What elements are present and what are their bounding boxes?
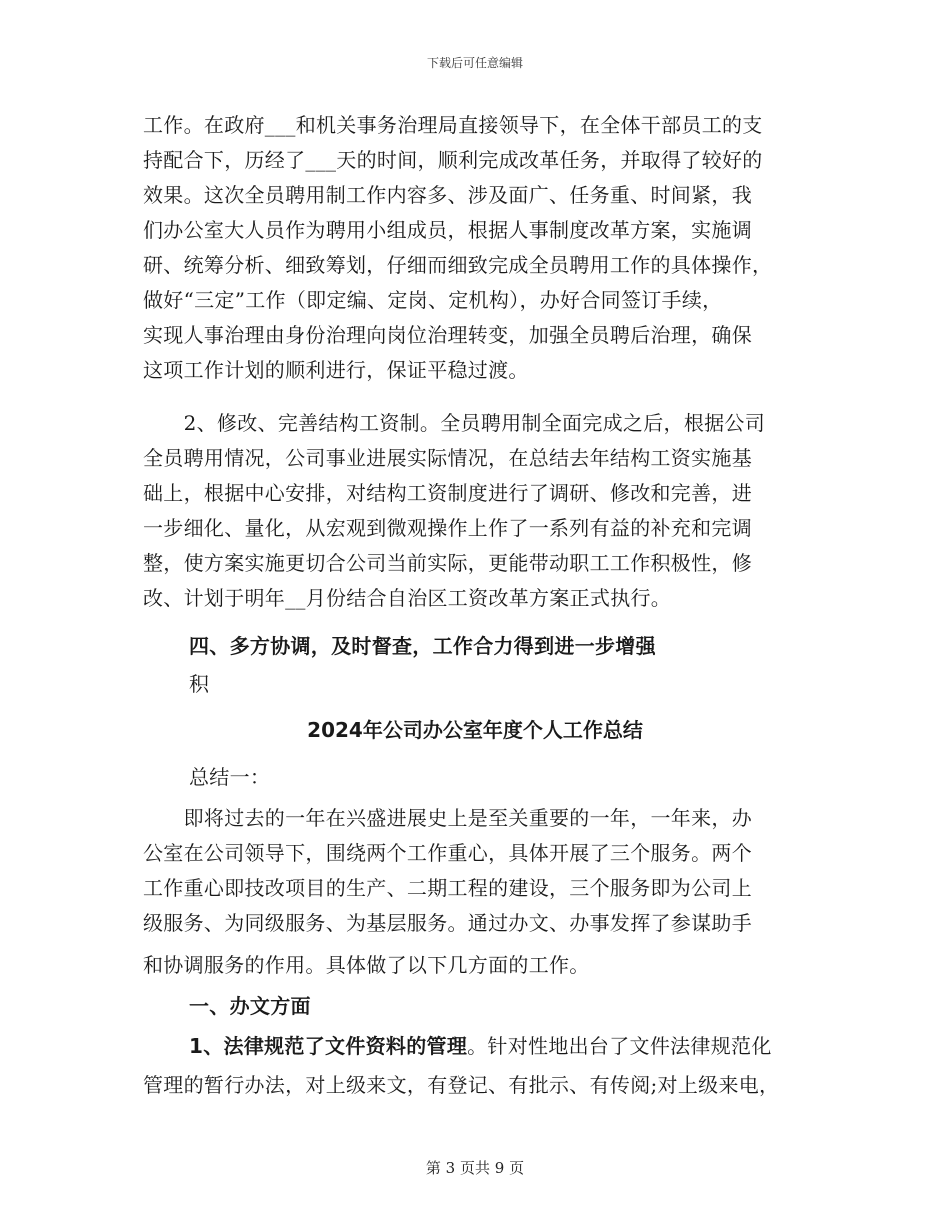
item-line [189, 1032, 889, 1060]
body-line: 工作重心即技改项目的生产、二期工程的建设，三个服务即为公司上 [143, 876, 752, 900]
body-line: 级服务、为同级服务、为基层服务。通过办文、办事发挥了参谋助手 [143, 911, 752, 935]
body-line: 全员聘用情况，公司事业进展实际情况，在总结去年结构工资实施基 [143, 446, 752, 470]
body-line: 即将过去的一年在兴盛进展史上是至关重要的一年，一年来，办 [143, 806, 752, 830]
body-line: 这项工作计划的顺利进行，保证平稳过渡。 [143, 358, 529, 382]
summary-label: 总结一： [189, 765, 271, 789]
body-line: 们办公室大人员作为聘用小组成员，根据人事制度改革方案，实施调 [143, 218, 752, 242]
document-title: 2024年公司办公室年度个人工作总结 [307, 718, 643, 742]
body-line: 实现人事治理由身份治理向岗位治理转变，加强全员聘后治理，确保 [143, 323, 752, 347]
section-heading: 四、多方协调，及时督查，工作合力得到进一步增强 [189, 634, 656, 658]
body-line: 和协调服务的作用。具体做了以下几方面的工作。 [143, 953, 590, 977]
body-line: 础上，根据中心安排，对结构工资制度进行了调研、修改和完善，进 [143, 481, 752, 505]
body-line: 一步细化、量化，从宏观到微观操作上作了一系列有益的补充和完调 [143, 516, 752, 540]
body-line: 效果。这次全员聘用制工作内容多、涉及面广、任务重、时间紧，我 [143, 183, 752, 207]
text-fragment: 积 [189, 672, 210, 696]
body-line: 整，使方案实施更切合公司当前实际，更能带动职工工作积极性，修 [143, 551, 752, 575]
body-line: 管理的暂行办法，对上级来文，有登记、有批示、有传阅;对上级来电， [143, 1073, 780, 1097]
body-line: 公室在公司领导下，围绕两个工作重心，具体开展了三个服务。两个 [143, 841, 752, 865]
body-line: 改、计划于明年__月份结合自治区工资改革方案正式执行。 [143, 586, 672, 610]
body-line: 工作。在政府___和机关事务治理局直接领导下，在全体干部员工的支 [143, 113, 763, 137]
body-line: 研、统筹分析、细致筹划，仔细而细致完成全员聘用工作的具体操作， [143, 253, 773, 277]
item-bold-lead: 1、法律规范了文件资料的管理 [189, 1034, 468, 1058]
page-header: 下载后可任意编辑 [426, 56, 523, 70]
body-line: 2、修改、完善结构工资制。全员聘用制全面完成之后，根据公司 [143, 411, 766, 435]
item-rest: 。针对性地出台了文件法律规范化 [467, 1034, 772, 1058]
section-heading: 一、办文方面 [189, 994, 311, 1018]
page-footer: 第 3 页共 9 页 [425, 1159, 525, 1177]
body-line: 持配合下，历经了___天的时间，顺利完成改革任务，并取得了较好的 [143, 148, 763, 172]
body-line: 做好“三定”工作（即定编、定岗、定机构），办好合同签订手续， [143, 288, 723, 312]
